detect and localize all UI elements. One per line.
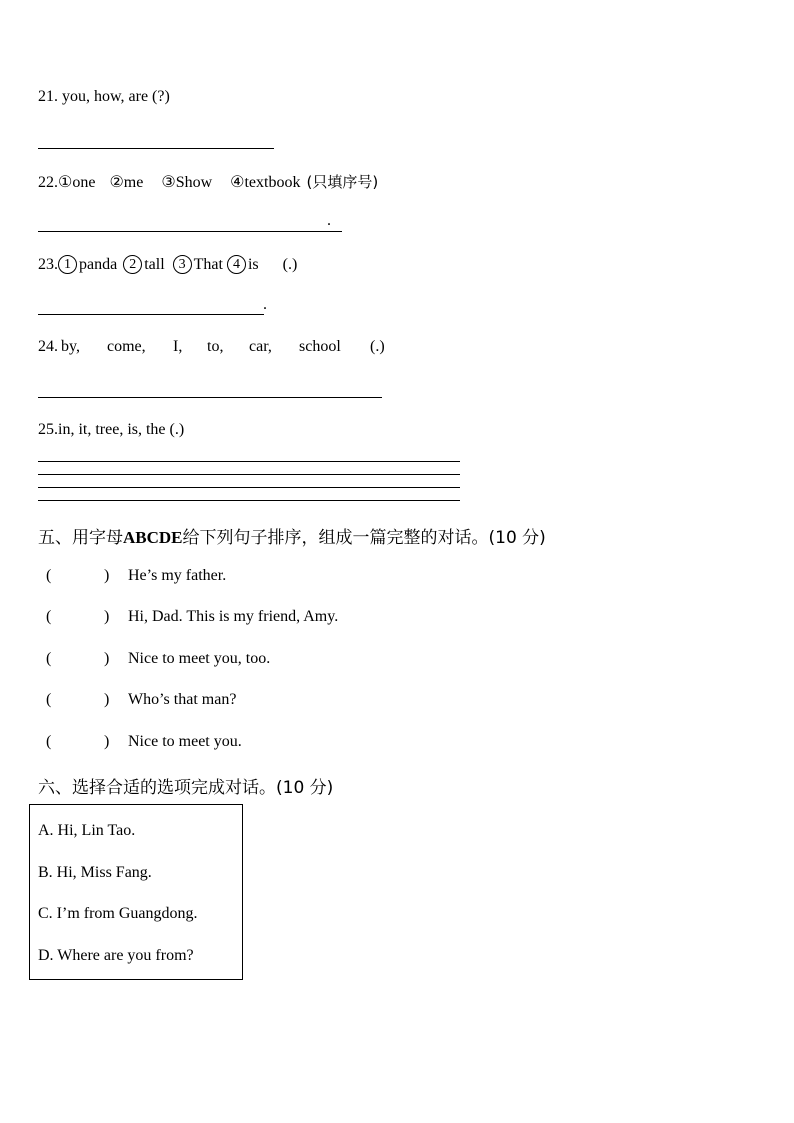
option-c: C. I’m from Guangdong.	[38, 905, 198, 922]
question-number: 25.	[38, 421, 58, 438]
option-b: B. Hi, Miss Fang.	[38, 864, 152, 881]
paren-close: )	[104, 691, 110, 708]
word-item: ③Show	[161, 174, 213, 191]
word-item: ④textbook	[230, 174, 301, 191]
question-number: 21	[38, 88, 54, 105]
question-number: 22.	[38, 174, 58, 191]
title-bold: ABCDE	[123, 528, 183, 547]
punctuation-hint: (.)	[282, 256, 298, 273]
word-item: to,	[207, 338, 224, 355]
dialogue-sentence: Hi, Dad. This is my friend, Amy.	[128, 608, 339, 625]
paren-close: )	[104, 650, 110, 667]
dialogue-sentence: Who’s that man?	[128, 691, 237, 708]
paren-open: (	[46, 691, 52, 708]
end-punctuation: .	[263, 296, 267, 313]
answer-line[interactable]	[38, 314, 264, 315]
question-23	[38, 255, 297, 274]
instruction-note: (只填序号)	[306, 173, 379, 191]
paren-close: )	[104, 733, 110, 750]
paren-open: (	[46, 567, 52, 584]
word-item: ①one	[58, 174, 96, 191]
section-5-title	[38, 523, 546, 548]
paren-open: (	[46, 733, 52, 750]
word-item: car,	[249, 338, 272, 355]
word-item: That	[193, 256, 223, 273]
question-text: in, it, tree, is, the (.)	[58, 421, 185, 438]
question-22	[38, 171, 378, 192]
word-item: I,	[173, 338, 183, 355]
answer-line[interactable]	[38, 148, 274, 149]
answer-line[interactable]	[38, 231, 342, 232]
circled-number: 2	[123, 255, 142, 274]
question-number: 23.	[38, 256, 58, 273]
word-item: panda	[79, 256, 118, 273]
punctuation-hint: (.)	[370, 338, 385, 355]
circled-number: 1	[58, 255, 77, 274]
answer-line[interactable]	[38, 461, 460, 462]
dialogue-sentence: Nice to meet you.	[128, 733, 242, 750]
question-25	[38, 421, 184, 439]
paren-open: (	[46, 608, 52, 625]
word-item: ②me	[109, 174, 144, 191]
answer-line[interactable]	[38, 500, 460, 501]
end-punctuation: .	[327, 212, 331, 229]
paren-close: )	[104, 608, 110, 625]
title-part: 五、用字母	[38, 528, 123, 548]
answer-line[interactable]	[38, 474, 460, 475]
word-item: by,	[61, 338, 80, 355]
question-21	[38, 88, 170, 106]
option-a: A. Hi, Lin Tao.	[38, 822, 136, 839]
answer-line[interactable]	[38, 397, 382, 398]
options-box	[29, 804, 243, 980]
title-part: 给下列句子排序，组成一篇完整的对话。(10 分)	[182, 528, 546, 548]
word-item: is	[247, 256, 259, 273]
circled-number: 3	[173, 255, 192, 274]
question-text: . you, how, are (?)	[54, 88, 170, 105]
word-item: come,	[107, 338, 146, 355]
word-item: school	[299, 338, 341, 355]
section-6-title: 六、选择合适的选项完成对话。(10 分)	[38, 778, 334, 798]
word-item: tall	[144, 256, 165, 273]
circled-number: 4	[227, 255, 246, 274]
dialogue-sentence: Nice to meet you, too.	[128, 650, 271, 667]
dialogue-sentence: He’s my father.	[128, 567, 227, 584]
question-24	[38, 338, 58, 356]
paren-close: )	[104, 567, 110, 584]
answer-line[interactable]	[38, 487, 460, 488]
option-d: D. Where are you from?	[38, 947, 194, 964]
question-number: 24.	[38, 338, 58, 355]
paren-open: (	[46, 650, 52, 667]
